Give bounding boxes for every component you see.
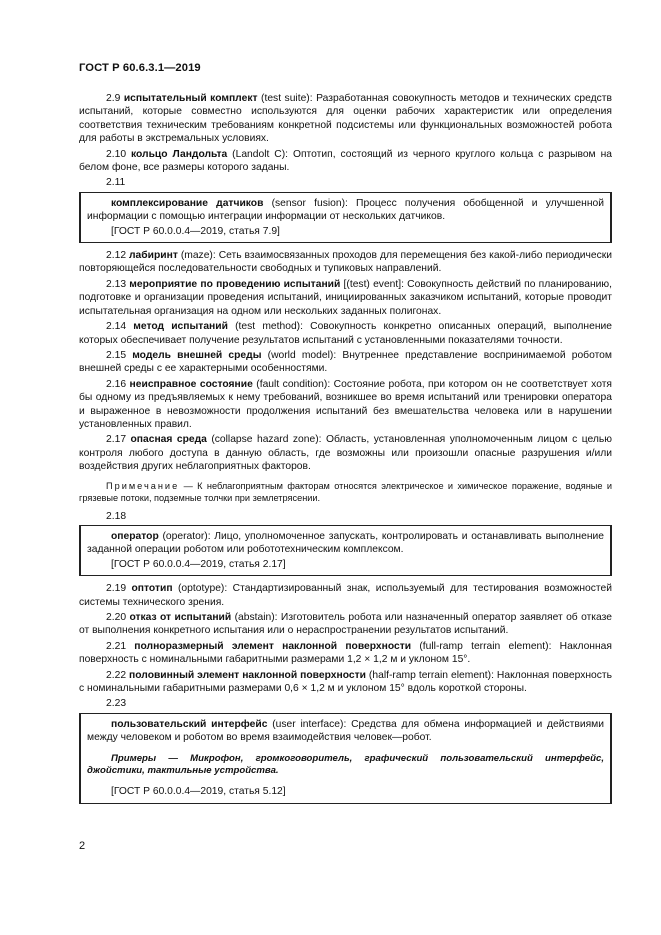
note-label: Примечание <box>106 480 180 491</box>
term-2-23-box <box>79 713 612 804</box>
term-2-21: 2.21 полноразмерный элемент наклонной поверхности (full-ramp terrain element): Наклонная поверхность с номинальными габаритными размерами 1,2 × 1,2 м и уклоном 15°. <box>79 640 612 666</box>
term-2-12: 2.12 лабиринт (maze): Сеть взаимосвязанных проходов для перемещения без какой-либо периодически повторяющейся последовательности свободных и тупиковых направлений. <box>79 250 612 275</box>
term-2-11-number: 2.11 <box>106 177 126 189</box>
term-2-16: 2.16 неисправное состояние (fault condition): Состояние робота, при котором он не соответствует хотя бы одному из предъявляемых к нему требований, возникшее во время испытаний или тренировки оператора и выраженное в невозможности продолжения испытаний без вмешательства человека или в нарушении установленных правил. <box>79 378 612 430</box>
term-2-19: 2.19 оптотип (optotype): Стандартизированный знак, используемый для тестирования возможностей системы технического зрения. <box>79 583 612 608</box>
term-2-15: 2.15 модель внешней среды (world model): Внутреннее представление воспринимаемой роботом внешней среды с ее характерными особенностями. <box>79 349 612 375</box>
term-2-14: 2.14 метод испытаний (test method): Совокупность конкретно описанных операций, выполнение которых обеспечивает получение результатов испытаний с установленными показателями точности. <box>79 321 612 346</box>
term-2-23-number: 2.23 <box>106 698 127 710</box>
document-header: ГОСТ Р 60.6.3.1—2019 <box>79 62 201 74</box>
term-2-17: 2.17 опасная среда (collapse hazard zone): Область, установленная уполномоченным лицом с целью контроля любого доступа в данную область, где возможны или произошли опасные разрушения и/или воздействия других неблагоприятных факторов. <box>79 434 612 473</box>
term-2-23-examples: Примеры — Микрофон, громкоговоритель, графический пользовательский интерфейс, джойстики, тактильные устройства. <box>87 752 604 777</box>
term-2-20: 2.20 отказ от испытаний (abstain): Изготовитель робота или назначенный оператор заявляет об отказе от выполнения конкретного испытания или о нераспространении результатов испытаний. <box>79 612 612 637</box>
term-2-9: 2.9 испытательный комплект (test suite): Разработанная совокупность методов и технических средств испытаний, которые совместно используются для оценки рабочих характеристик или определения соответствия техническим требованиям конкретной подсистемы или функциональных возможностей робота для работы в экстремальных условиях. <box>79 93 612 145</box>
term-2-11-box <box>79 192 612 243</box>
term-2-18-number: 2.18 <box>106 510 127 522</box>
term-2-23-reference: [ГОСТ Р 60.0.0.4—2019, статья 5.12] <box>111 786 286 798</box>
document-body <box>79 92 612 804</box>
note <box>79 480 612 504</box>
term-2-11-reference: [ГОСТ Р 60.0.0.4—2019, статья 7.9] <box>111 225 280 237</box>
note-text: — К неблагоприятным факторам относятся электрическое и химическое поражение, водяные и грязевые потоки, подземные толчки при землетрясении. <box>79 480 612 503</box>
term-2-23: пользовательский интерфейс (user interface): Средства для обмена информацией и действиями между человеком и роботом во время взаимодействия человек—робот. <box>87 718 604 744</box>
term-2-18-box <box>79 525 612 576</box>
term-2-10: 2.10 кольцо Ландольта (Landolt C): Оптотип, состоящий из черного круглого кольца с разрывом на белом фоне, все размеры которого заданы. <box>79 148 612 174</box>
term-2-13: 2.13 мероприятие по проведению испытаний [(test) event]: Совокупность действий по планированию, подготовке и организации проведения испытаний, инициированных заказчиком испытаний, которые проводит испытательная организация на одном или нескольких заданных полигонах. <box>79 278 612 317</box>
term-2-18-reference: [ГОСТ Р 60.0.0.4—2019, статья 2.17] <box>111 558 286 570</box>
page-number: 2 <box>79 840 86 852</box>
term-2-22: 2.22 половинный элемент наклонной поверхности (half-ramp terrain element): Наклонная поверхность с номинальными габаритными размерами 0,6 × 1,2 м и уклоном 15° вдоль короткой стороны. <box>79 669 612 695</box>
term-2-11: комплексирование датчиков (sensor fusion): Процесс получения обобщенной и улучшенной информации с помощью интеграции информации от нескольких датчиков. <box>87 197 604 223</box>
term-2-18: оператор (operator): Лицо, уполномоченное запускать, контролировать и останавливать выполнение заданной операции роботом или робототехническим комплексом. <box>87 530 604 556</box>
